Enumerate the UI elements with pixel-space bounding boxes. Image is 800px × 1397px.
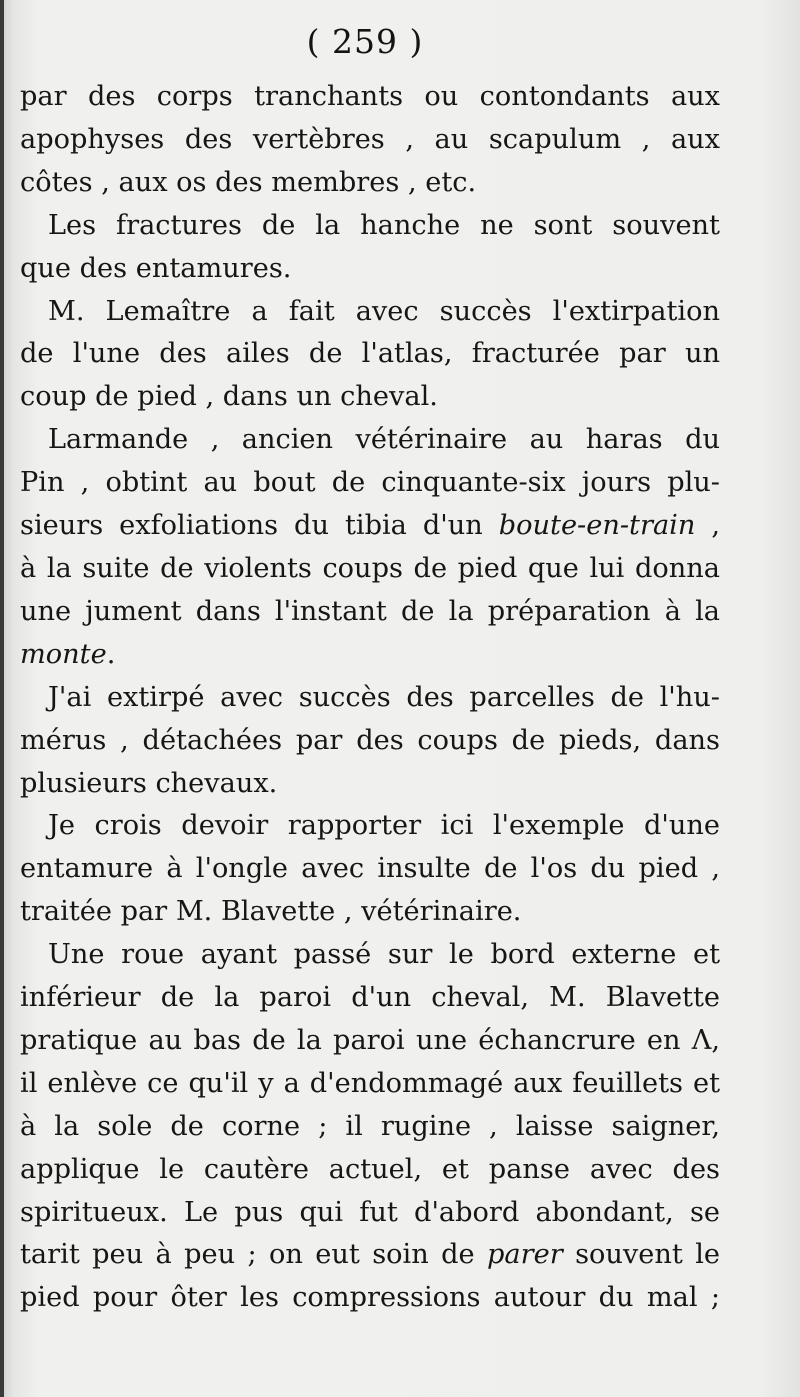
text-segment: , [695, 510, 720, 542]
text-segment: sieurs exfoliations du tibia d'un [20, 510, 483, 542]
text-line: que des entamures. [20, 252, 292, 284]
text-line: apophyses des vertèbres , au scapulum , aux [20, 123, 720, 155]
text-line: à la sole de corne ; il rugine , laisse saigner, [20, 1110, 720, 1142]
page-text [20, 76, 720, 1320]
text-line: de l'une des ailes de l'atlas, fracturée par un [20, 338, 720, 370]
text-line: traitée par M. Blavette , vétérinaire. [20, 896, 522, 928]
text-line: une jument dans l'instant de la préparation à la [20, 595, 720, 627]
text-line: Larmande , ancien vétérinaire au haras du [48, 424, 720, 456]
italic-term: boute-en-train [498, 510, 696, 542]
text-segment: . [106, 638, 116, 670]
text-line: plusieurs chevaux. [20, 767, 278, 799]
text-line [20, 634, 720, 677]
text-line [20, 505, 720, 548]
text-line: applique le cautère actuel, et panse avec des [20, 1153, 720, 1185]
text-line: spiritueux. Le pus qui fut d'abord abondant, se [20, 1196, 720, 1228]
text-line: pratique au bas de la paroi une échancrure en Λ, [20, 1024, 720, 1056]
text-line: entamure à l'ongle avec insulte de l'os du pied , [20, 853, 720, 885]
text-line: côtes , aux os des membres , etc. [20, 166, 477, 198]
text-line: à la suite de violents coups de pied que lui donna [20, 552, 720, 584]
text-line: inférieur de la paroi d'un cheval, M. Blavette [20, 982, 720, 1014]
text-line: mérus , détachées par des coups de pieds, dans [20, 724, 720, 756]
text-line: coup de pied , dans un cheval. [20, 381, 438, 413]
text-line: Les fractures de la hanche ne sont souvent [48, 209, 720, 241]
italic-term: monte [20, 638, 107, 670]
text-line: il enlève ce qu'il y a d'endommagé aux feuillets et [20, 1067, 720, 1099]
italic-term: parer [487, 1239, 563, 1271]
text-segment: souvent le [562, 1239, 720, 1271]
text-line: M. Lemaître a fait avec succès l'extirpation [48, 295, 720, 327]
text-line: pied pour ôter les compressions autour du mal ; [20, 1282, 720, 1314]
text-line [20, 1234, 720, 1277]
text-segment: tarit peu à peu ; on eut soin de [20, 1239, 475, 1271]
text-line: Pin , obtint au bout de cinquante-six jours plu- [20, 467, 720, 499]
text-line: par des corps tranchants ou contondants aux [20, 81, 720, 112]
page-number: ( 259 ) [306, 22, 424, 61]
text-line: Je crois devoir rapporter ici l'exemple d'une [48, 810, 720, 842]
text-line: Une roue ayant passé sur le bord externe et [48, 939, 720, 971]
text-line: J'ai extirpé avec succès des parcelles de l'hu- [48, 681, 720, 713]
book-spine-shadow [0, 0, 4, 1397]
